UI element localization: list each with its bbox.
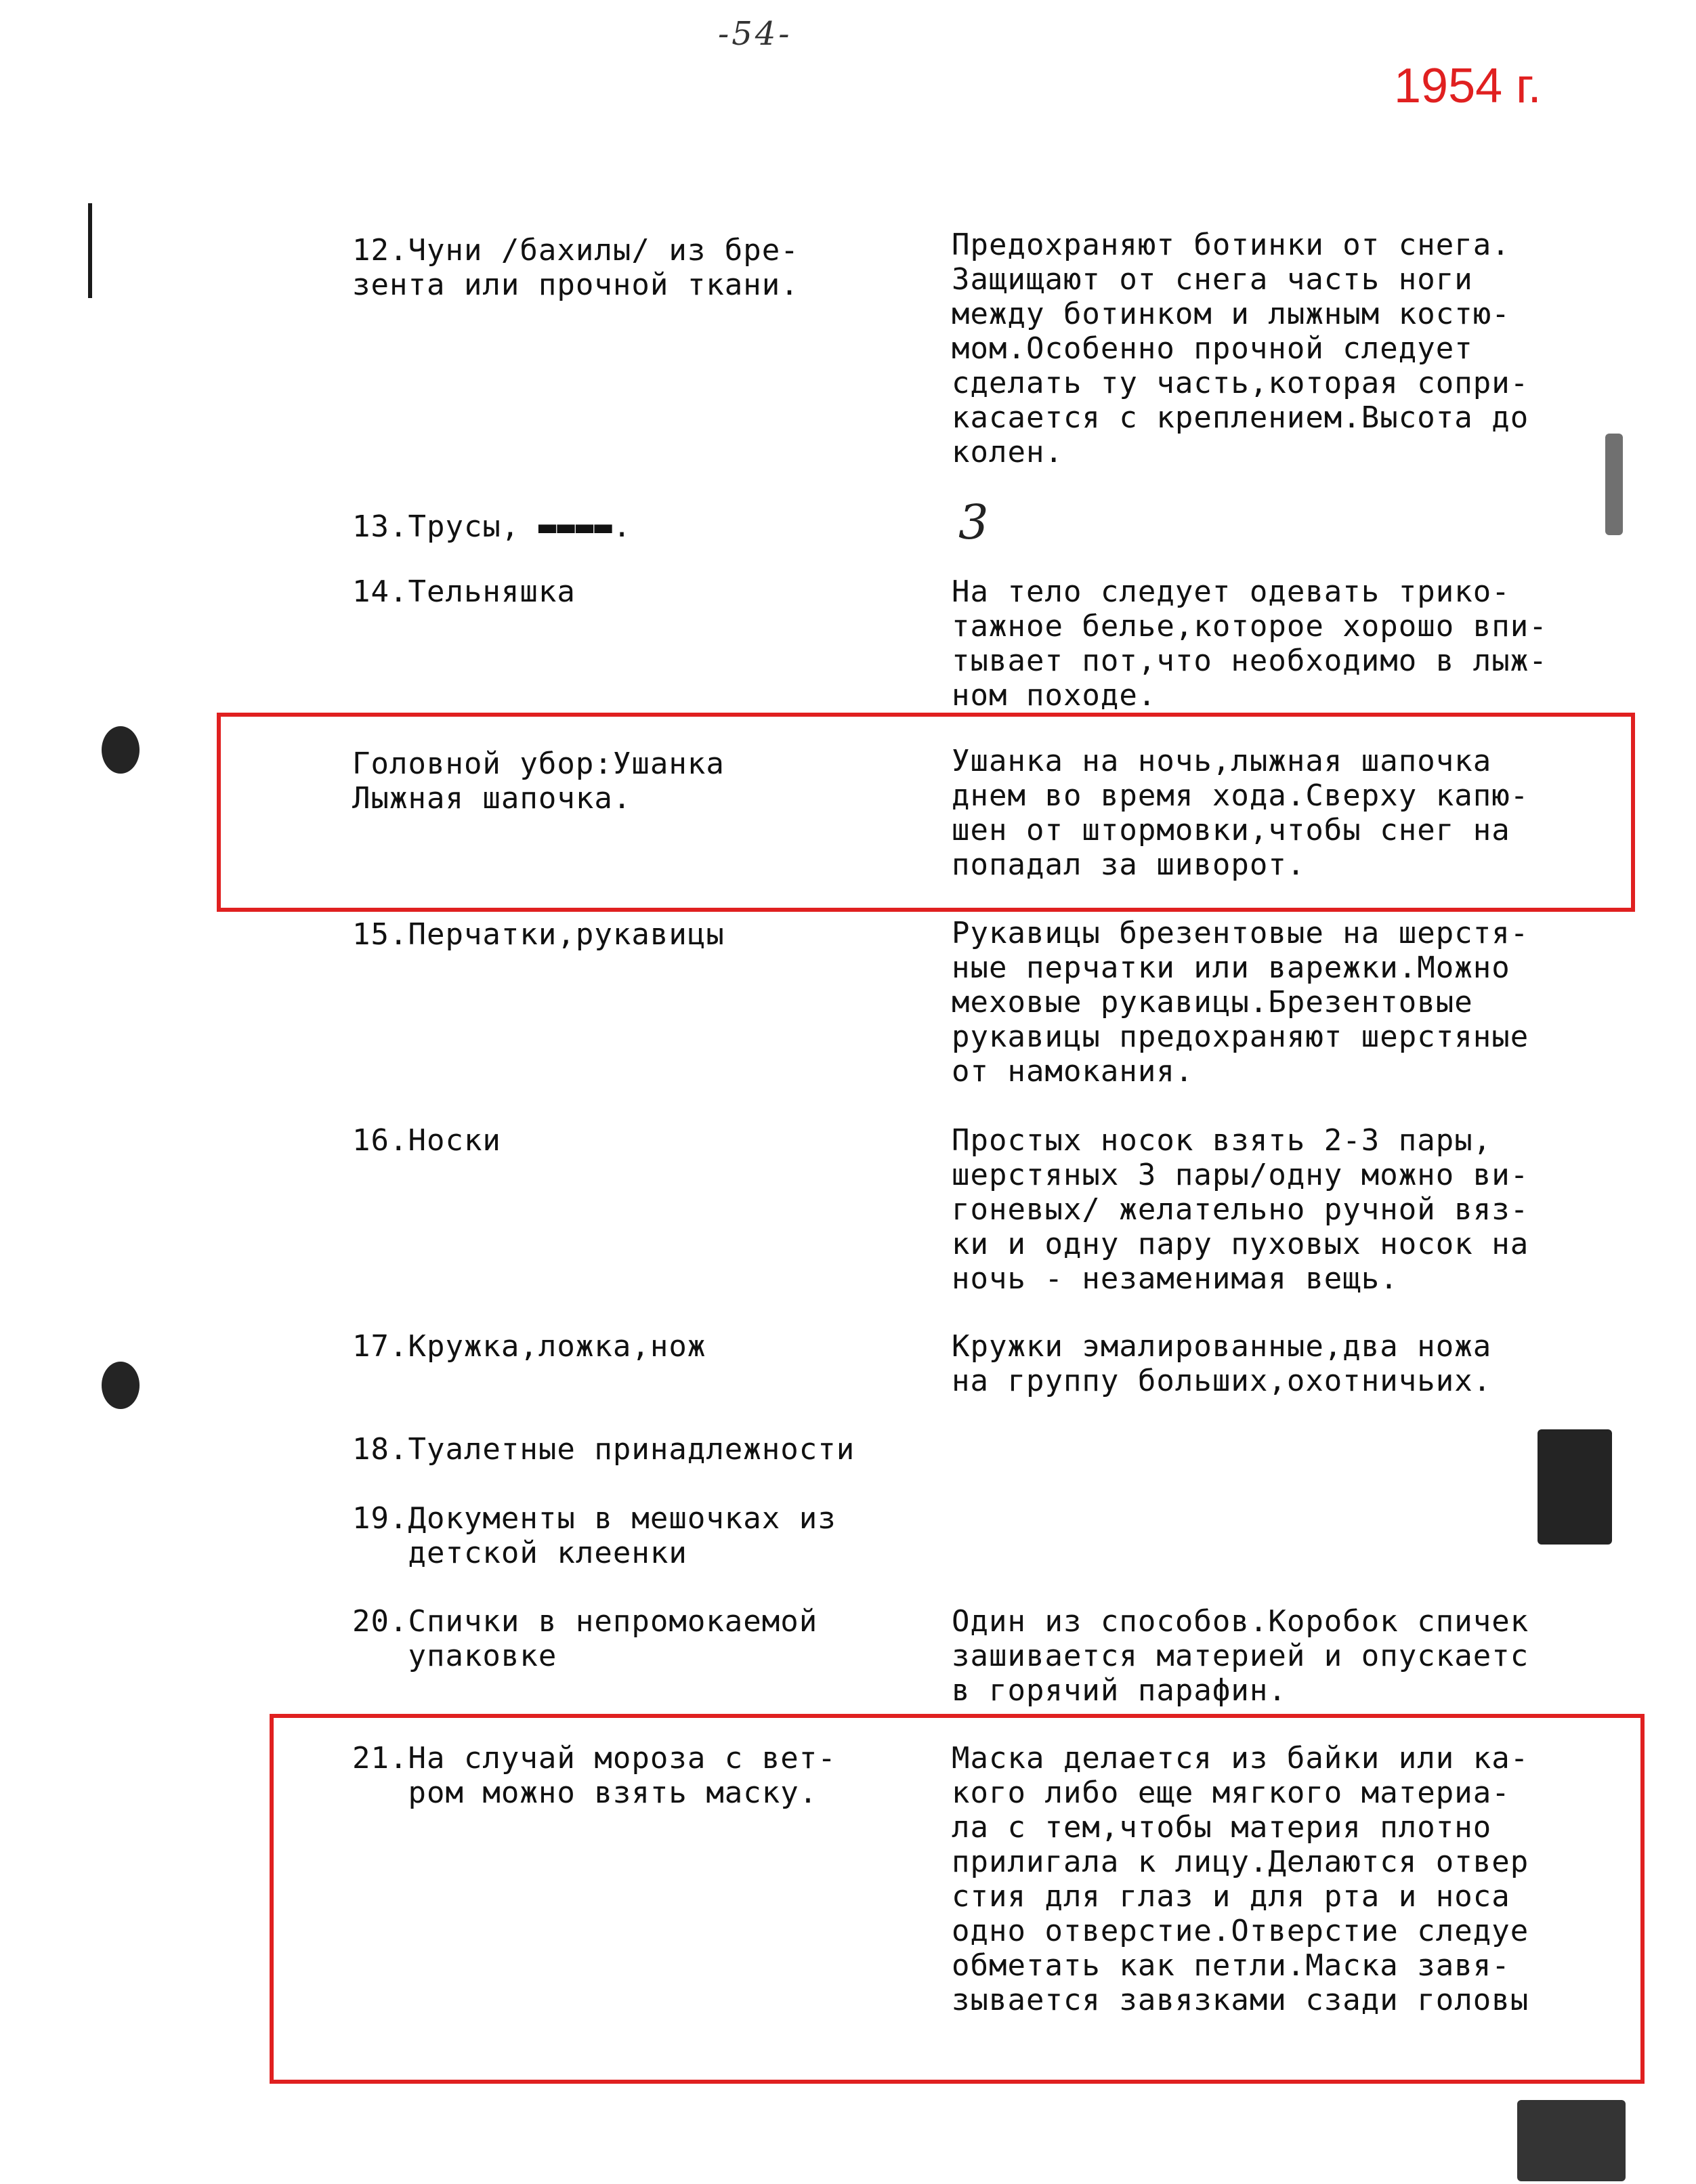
item-13-label: 13.Трусы, ▬▬▬▬. — [352, 509, 632, 544]
item-12-note: Предохраняют ботинки от снега. Защищают от снега часть ноги между ботинком и лыжным костю- мом.Особенно прочной следует сделать ту часть,которая сопри- касается с креплением.Высота до колен. — [952, 228, 1529, 469]
item-15-note: Рукавицы брезентовые на шерстя- ные перчатки или варежки.Можно меховые рукавицы.Брезентовые рукавицы предохраняют шерстяные от намокания. — [952, 916, 1529, 1089]
item-21-label: 21.На случай мороза с вет- ром можно взять маску. — [352, 1741, 836, 1810]
item-17-note: Кружки эмалированные,два ножа на группу больших,охотничьих. — [952, 1329, 1492, 1398]
item-17-label: 17.Кружка,ложка,нож — [352, 1329, 706, 1364]
item-20-label: 20.Спички в непромокаемой упаковке — [352, 1604, 818, 1673]
item-12-label: 12.Чуни /бахилы/ из бре- зента или прочной ткани. — [352, 233, 799, 302]
punch-hole-mark — [102, 726, 140, 774]
headwear-label: Головной убор:Ушанка Лыжная шапочка. — [352, 747, 725, 816]
headwear-note: Ушанка на ночь,лыжная шапочка днем во время хода.Сверху капю- шен от штормовки,чтобы снег на попадал за шиворот. — [952, 744, 1529, 882]
item-14-note: На тело следует одевать трико- тажное белье,которое хорошо впи- тывает пот,что необходимо в лыж- ном походе. — [952, 574, 1548, 713]
item-20-note: Один из способов.Коробок спичек зашивается материей и опускаетс в горячий парафин. — [952, 1604, 1529, 1708]
item-13-note: 3 — [958, 495, 989, 550]
margin-mark — [88, 203, 92, 298]
item-14-label: 14.Тельняшка — [352, 574, 576, 609]
scan-shadow — [1605, 434, 1623, 535]
punch-hole-mark — [102, 1362, 140, 1409]
item-18-label: 18.Туалетные принадлежности — [352, 1432, 855, 1467]
item-21-note: Маска делается из байки или ка- кого либо еще мягкого материа- ла с тем,чтобы материя плотно прилигала к лицу.Делаются отвер стия для глаз и для рта и носа одно отверстие.Отверстие следуе обметать как петли.Маска завя- зывается завязками сзади головы — [952, 1741, 1529, 2017]
item-19-label: 19.Документы в мешочках из детской клеенки — [352, 1501, 836, 1570]
scan-shadow — [1538, 1429, 1612, 1545]
year-note: 1954 г. — [1394, 59, 1542, 113]
item-16-note: Простых носок взять 2-3 пары, шерстяных 3 пары/одну можно ви- гоневых/ желательно ручной вяз- ки и одну пару пуховых носок на ночь - незаменимая вещь. — [952, 1123, 1529, 1296]
item-15-label: 15.Перчатки,рукавицы — [352, 917, 725, 952]
scan-shadow — [1517, 2100, 1626, 2181]
page-number: -54- — [718, 15, 792, 53]
item-16-label: 16.Носки — [352, 1123, 501, 1158]
